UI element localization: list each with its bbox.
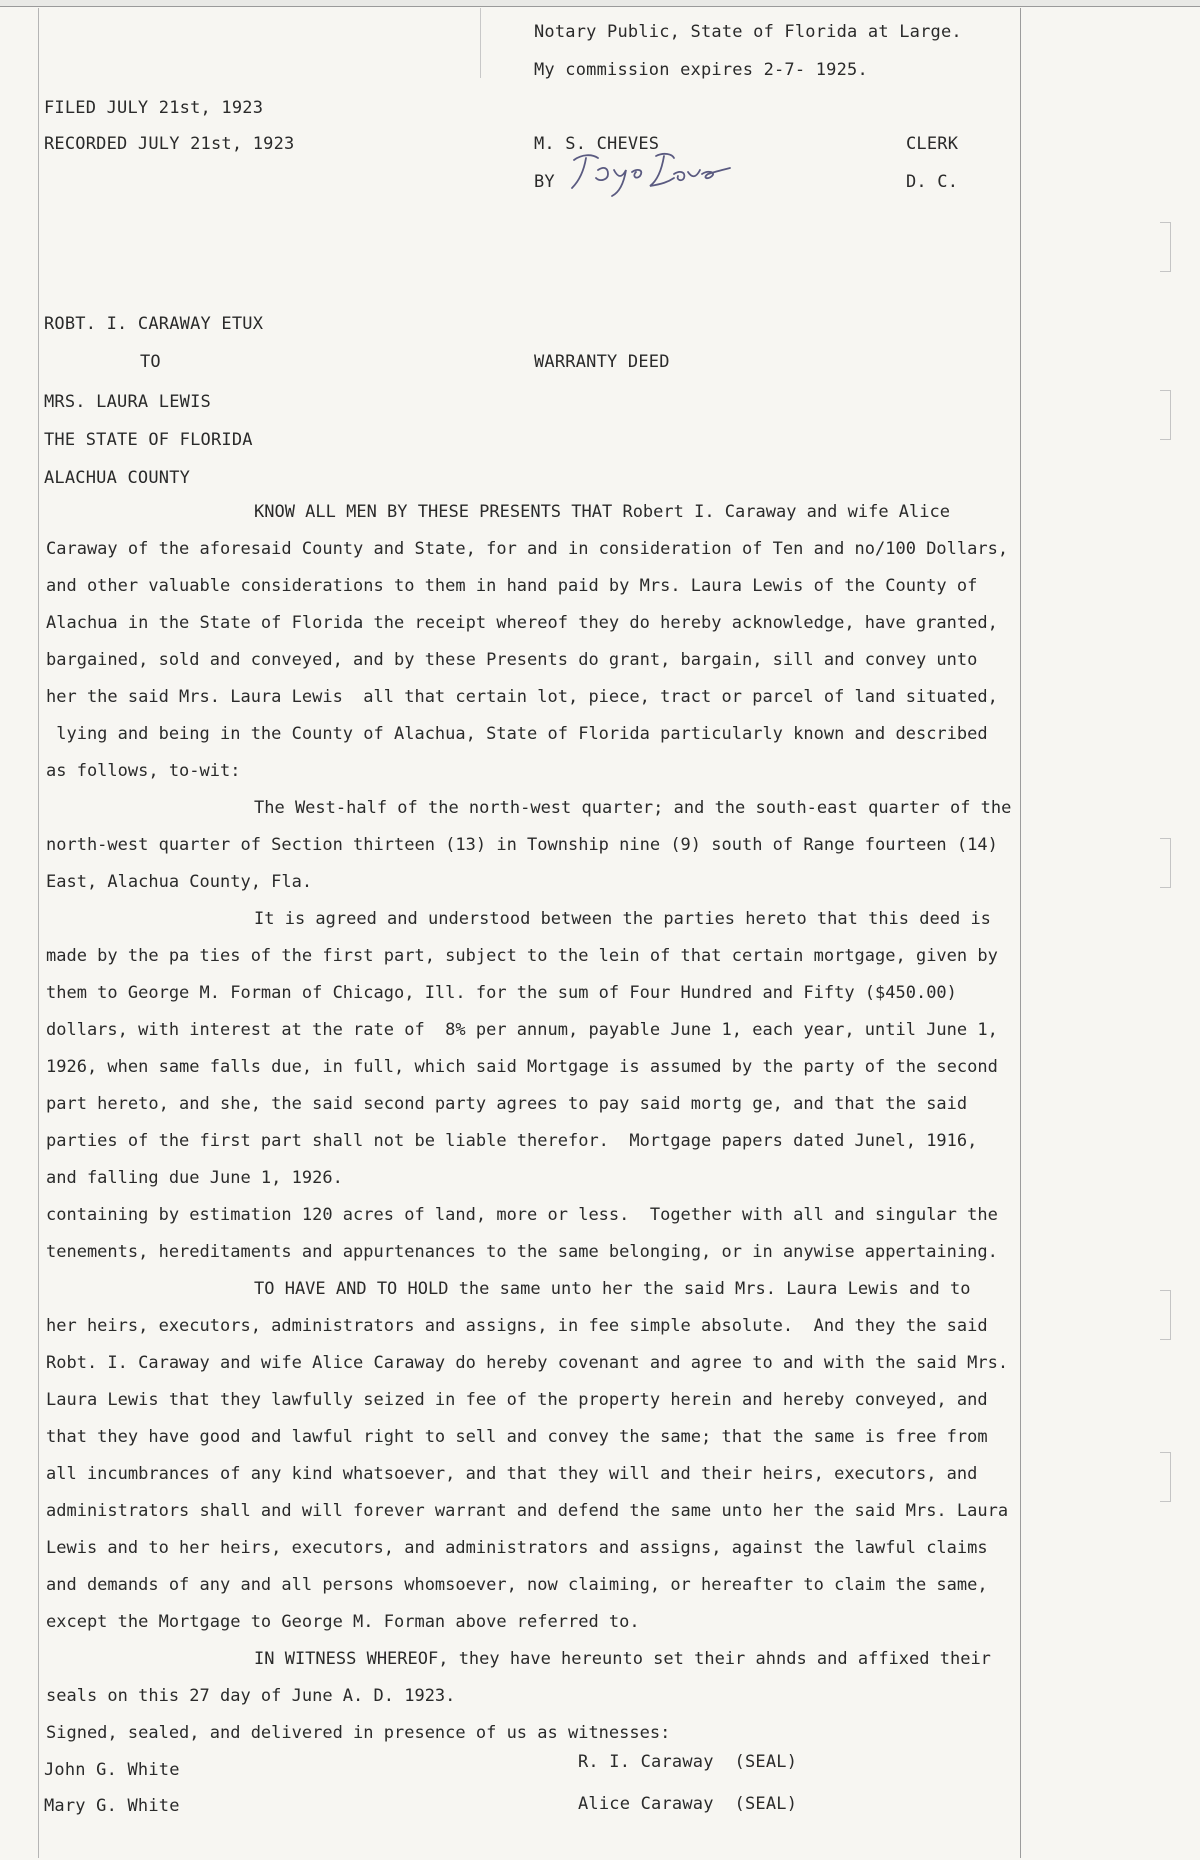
deed-body-line: tenements, hereditaments and appurtenances to the same belonging, or in anywise appertaining.: [46, 1242, 998, 1262]
deed-body-line: containing by estimation 120 acres of land, more or less. Together with all and singular the: [46, 1205, 998, 1225]
clerk-name: M. S. CHEVES: [534, 134, 660, 154]
recorded-date: RECORDED JULY 21st, 1923: [44, 134, 295, 154]
deed-body-line: them to George M. Forman of Chicago, Ill. for the sum of Four Hundred and Fifty ($450.00): [46, 983, 957, 1003]
page-top-border: [0, 0, 1200, 7]
deed-body-line: East, Alachua County, Fla.: [46, 872, 313, 892]
deed-body-line: Alachua in the State of Florida the receipt whereof they do hereby acknowledge, have granted,: [46, 613, 998, 633]
deed-body-line: her heirs, executors, administrators and assigns, in fee simple absolute. And they the said: [46, 1316, 988, 1336]
deed-body-line: and falling due June 1, 1926.: [46, 1168, 343, 1188]
witness-1: John G. White: [44, 1760, 180, 1780]
deed-body-line: dollars, with interest at the rate of 8% per annum, payable June 1, each year, until June 1,: [46, 1020, 998, 1040]
notary-line: Notary Public, State of Florida at Large.: [534, 22, 962, 42]
deed-body-line: 1926, when same falls due, in full, which said Mortgage is assumed by the party of the second: [46, 1057, 998, 1077]
deed-body-line: administrators shall and will forever warrant and defend the same unto her the said Mrs. Laura: [46, 1501, 1009, 1521]
document-type-title: WARRANTY DEED: [534, 352, 670, 372]
deed-body-line: her the said Mrs. Laura Lewis all that certain lot, piece, tract or parcel of land situated,: [46, 687, 998, 707]
commission-line: My commission expires 2-7- 1925.: [534, 60, 868, 80]
deed-body-line: TO HAVE AND TO HOLD the same unto her the said Mrs. Laura Lewis and to: [254, 1279, 971, 1299]
deed-body-line: Laura Lewis that they lawfully seized in fee of the property herein and hereby conveyed, and: [46, 1390, 988, 1410]
deed-body-line: that they have good and lawful right to sell and convey the same; that the same is free from: [46, 1427, 988, 1447]
margin-mark: [1160, 838, 1171, 888]
deed-body-line: made by the pa ties of the first part, subject to the lein of that certain mortgage, given by: [46, 946, 998, 966]
deed-body-line: part hereto, and she, the said second party agrees to pay said mortg ge, and that the said: [46, 1094, 968, 1114]
deed-body-line: as follows, to-wit:: [46, 761, 241, 781]
deed-body-line: except the Mortgage to George M. Forman above referred to.: [46, 1612, 640, 1632]
clerk-signature: [552, 148, 732, 198]
filed-date: FILED JULY 21st, 1923: [44, 98, 264, 118]
deed-body-line: Signed, sealed, and delivered in presence of us as witnesses:: [46, 1723, 671, 1743]
deed-body-line: KNOW ALL MEN BY THESE PRESENTS THAT Robert I. Caraway and wife Alice: [254, 502, 950, 522]
deed-body-line: Robt. I. Caraway and wife Alice Caraway do hereby covenant and agree to and with the said Mrs.: [46, 1353, 1009, 1373]
deed-body-line: lying and being in the County of Alachua, State of Florida particularly known and described: [46, 724, 988, 744]
grantee-name: MRS. LAURA LEWIS: [44, 392, 211, 412]
deed-body-line: bargained, sold and conveyed, and by these Presents do grant, bargain, sill and convey unto: [46, 650, 978, 670]
grantor-name: ROBT. I. CARAWAY ETUX: [44, 314, 264, 334]
deputy-clerk-label: D. C.: [906, 172, 959, 192]
deed-body-line: The West-half of the north-west quarter; and the south-east quarter of the: [254, 798, 1012, 818]
margin-mark: [1160, 1290, 1171, 1340]
deed-body-line: seals on this 27 day of June A. D. 1923.: [46, 1686, 456, 1706]
county-heading: ALACHUA COUNTY: [44, 468, 191, 488]
deed-body-line: and demands of any and all persons whomsoever, now claiming, or hereafter to claim the same,: [46, 1575, 988, 1595]
deed-body-line: It is agreed and understood between the parties hereto that this deed is: [254, 909, 991, 929]
signer-1: R. I. Caraway (SEAL): [578, 1752, 798, 1772]
deed-body-line: all incumbrances of any kind whatsoever, and that they will and their heirs, executors, and: [46, 1464, 978, 1484]
state-heading: THE STATE OF FLORIDA: [44, 430, 253, 450]
signer-2: Alice Caraway (SEAL): [578, 1794, 798, 1814]
to-label: TO: [140, 352, 161, 372]
left-margin-rule: [38, 8, 39, 1858]
by-label: BY: [534, 172, 555, 192]
clerk-title: CLERK: [906, 134, 959, 154]
header-divider-rule: [480, 8, 481, 78]
deed-body-line: Caraway of the aforesaid County and State, for and in consideration of Ten and no/100 Dollars,: [46, 539, 1009, 559]
deed-body-line: parties of the first part shall not be liable therefor. Mortgage papers dated Junel, 1916,: [46, 1131, 978, 1151]
deed-body-line: IN WITNESS WHEREOF, they have hereunto set their ahnds and affixed their: [254, 1649, 991, 1669]
deed-body-line: Lewis and to her heirs, executors, and administrators and assigns, against the lawful claims: [46, 1538, 988, 1558]
deed-body-line: north-west quarter of Section thirteen (13) in Township nine (9) south of Range fourteen (14): [46, 835, 998, 855]
deed-body-line: and other valuable considerations to them in hand paid by Mrs. Laura Lewis of the County of: [46, 576, 978, 596]
margin-mark: [1160, 1452, 1171, 1502]
margin-mark: [1160, 390, 1171, 440]
witness-2: Mary G. White: [44, 1796, 180, 1816]
margin-mark: [1160, 222, 1171, 272]
